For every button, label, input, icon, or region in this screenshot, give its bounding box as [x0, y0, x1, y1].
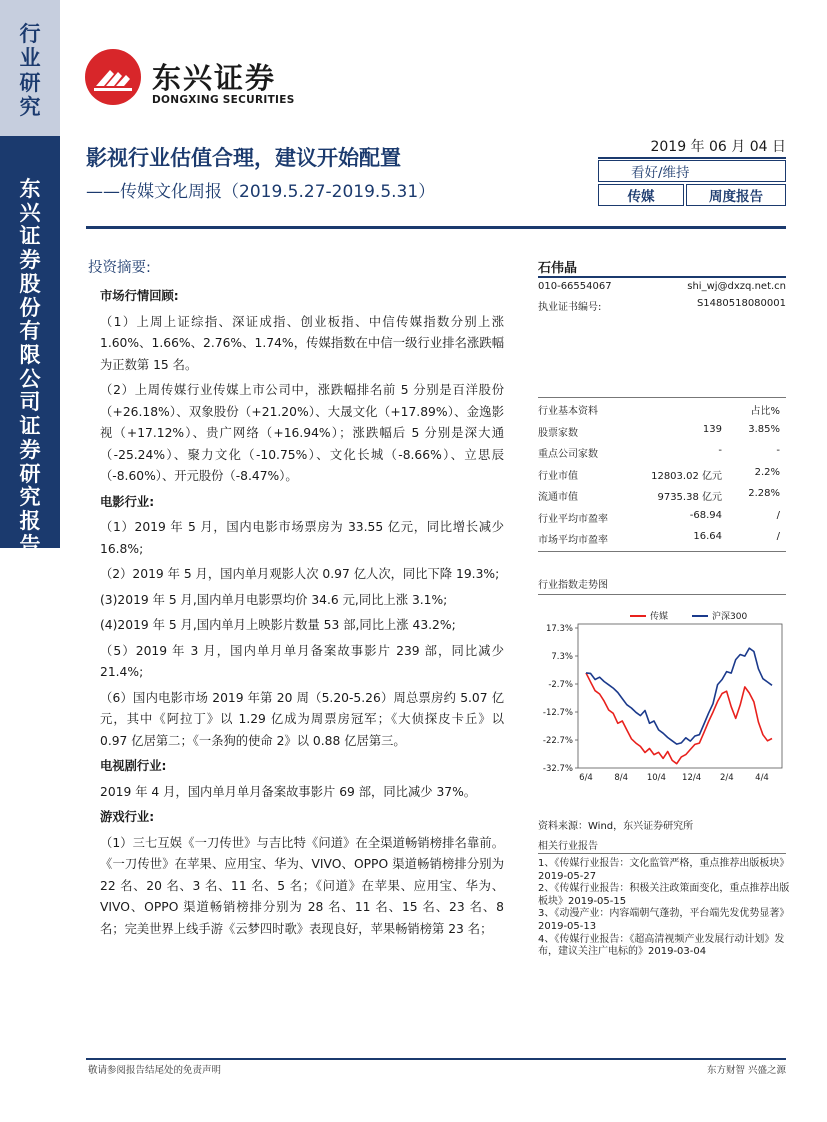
section-heading: 游戏行业:: [100, 810, 155, 824]
vertical-char: 报: [19, 509, 41, 534]
section-paragraph: 2019 年 4 月，国内单月单月备案故事影片 69 部，同比减少 37%。: [100, 784, 477, 799]
cert-label: 执业证书编号:: [538, 302, 602, 313]
section-paragraph: (3)2019 年 5 月,国内单月电影票均价 34.6 元,同比上涨 3.1%;: [100, 592, 448, 607]
analyst-divider: [538, 276, 786, 278]
y-tick-label: -12.7%: [542, 708, 573, 718]
analyst-name: 石伟晶: [538, 261, 578, 276]
basic-table-bottom-rule: [538, 551, 786, 552]
table-cell: 3.85%: [748, 423, 780, 435]
company-name-en: DONGXING SECURITIES: [152, 94, 295, 106]
vertical-char: 证: [19, 224, 41, 249]
vertical-char: 业: [19, 46, 41, 71]
vertical-char: 告: [19, 532, 41, 557]
related-reports-list: [538, 858, 790, 959]
related-report-item[interactable]: 3、《动漫产业：内容端朝气蓬勃，平台端先发优势显著》2019-05-13: [538, 908, 790, 932]
x-tick-label: 6/4: [579, 773, 593, 783]
table-cell: 占比%: [750, 406, 780, 417]
section-paragraph: （2）上周传媒行业传媒上市公司中，涨跌幅排名前 5 分别是百洋股份（+26.18%）、双象股份（+21.20%）、大晟文化（+17.89%）、金逸影视（+17.12%）、贵广网络（+16.94%）；涨跌幅后 5 分别是深大通（-25.24%）、聚力文化（-10.75%）、文化长城（-8.66%）、立思辰（-8.60%）、开元股份（-8.47%）。: [100, 383, 504, 483]
table-cell: 流通市值: [538, 492, 578, 503]
table-row: [538, 421, 786, 442]
footer-disclaimer: 敬请参阅报告结尾处的免责声明: [88, 1065, 222, 1076]
header-divider: [86, 226, 786, 229]
basic-table-top-rule: [538, 397, 786, 398]
table-cell: 行业市值: [538, 470, 578, 482]
vertical-char: 券: [19, 437, 41, 462]
table-cell: 9735.38 亿元: [657, 492, 722, 503]
table-cell: -: [776, 445, 780, 456]
table-header: [538, 399, 786, 420]
summary-body: [100, 282, 504, 944]
vertical-char: 行: [19, 22, 41, 46]
table-row: [538, 464, 786, 485]
chart-source: 资料来源：Wind，东兴证券研究所: [538, 821, 694, 832]
section-paragraph: （6）国内电影市场 2019 年第 20 周（5.20-5.26）周总票房约 5.07 亿元，其中《阿拉丁》以 1.29 亿成为周票房冠军；《大侦探皮卡丘》以 0.97 亿居第二；《一条狗的使命 2》以 0.88 亿居第三。: [100, 690, 504, 748]
section-paragraph: （5）2019 年 3 月，国内单月单月备案故事影片 239 部，同比减少 21.4%;: [100, 643, 504, 679]
vertical-char: 有: [19, 319, 41, 344]
table-cell: 139: [702, 423, 722, 435]
table-cell: /: [776, 531, 780, 542]
table-cell: 行业平均市盈率: [538, 513, 608, 525]
related-reports-title: 相关行业报告: [538, 841, 598, 852]
table-cell: 16.64: [693, 531, 722, 542]
analyst-email[interactable]: shi_wj@dxzq.net.cn: [687, 281, 786, 292]
section-paragraph: (4)2019 年 5 月,国内单月上映影片数量 53 部,同比上涨 43.2%;: [100, 618, 456, 632]
y-tick-label: -2.7%: [548, 680, 573, 690]
section-paragraph: （1）2019 年 5 月，国内电影市场票房为 33.55 亿元，同比增长减少 16.8%;: [100, 520, 504, 556]
vertical-char: 证: [19, 414, 41, 439]
vertical-char: 公: [19, 366, 41, 391]
table-cell: 股票家数: [538, 427, 578, 439]
vertical-char: 司: [19, 390, 41, 415]
analyst-phone: 010-66554067: [538, 281, 612, 292]
sidebar-category-panel: [0, 0, 60, 136]
category-label: [0, 22, 60, 119]
table-cell: -68.94: [689, 509, 722, 521]
series-line-csi300: [586, 648, 772, 744]
table-cell: 行业基本资料: [538, 406, 598, 417]
table-row: [538, 485, 786, 506]
section-paragraph: （1）上周上证综指、深证成指、创业板指、中信传媒指数分别上涨 1.60%、1.66%、2.76%、1.74%，传媒指数在中信一级行业排名涨跌幅为正数第 15 名。: [100, 314, 504, 372]
y-tick-label: 17.3%: [545, 624, 573, 634]
vertical-char: 股: [19, 271, 41, 296]
table-cell: 2.2%: [754, 466, 780, 478]
vertical-char: 兴: [19, 200, 41, 225]
table-cell: 2.28%: [748, 488, 780, 499]
firm-report-label: [0, 178, 60, 558]
vertical-char: 限: [19, 343, 41, 368]
x-tick-label: 10/4: [646, 773, 666, 783]
vertical-char: 研: [19, 70, 41, 95]
related-report-item[interactable]: 4、《传媒行业报告：《超高清视频产业发展行动计划》发布，建议关注广电标的》2019-03-04: [538, 933, 785, 958]
table-cell: 重点公司家数: [538, 449, 598, 460]
footer-slogan: 东方财智 兴盛之源: [706, 1065, 786, 1076]
y-tick-label: 7.3%: [551, 652, 573, 662]
report-title: 影视行业估值合理，建议开始配置: [86, 146, 401, 170]
section-heading: 电视剧行业:: [100, 759, 167, 773]
legend-label: 传媒: [650, 612, 669, 622]
table-cell: /: [776, 509, 780, 521]
related-divider: [538, 853, 786, 854]
table-cell: -: [718, 445, 722, 456]
series-line-media: [586, 673, 772, 764]
report-type-badge: 周度报告: [686, 184, 786, 206]
table-cell: 市场平均市盈率: [538, 535, 608, 546]
cert-number: S1480518080001: [696, 298, 786, 309]
y-tick-label: -22.7%: [542, 736, 573, 746]
chart-title: 行业指数走势图: [538, 580, 608, 591]
x-tick-label: 2/4: [719, 773, 734, 783]
vertical-char: 研: [19, 461, 41, 486]
date-divider: [598, 157, 786, 159]
company-logo-icon: [84, 48, 142, 106]
vertical-char: 份: [19, 295, 41, 320]
vertical-char: 究: [19, 485, 41, 510]
table-row: [538, 507, 786, 528]
x-tick-label: 4/4: [755, 773, 769, 783]
section-paragraph: （2）2019 年 5 月，国内单月观影人次 0.97 亿人次，同比下降 19.3%;: [100, 567, 500, 581]
x-tick-label: 8/4: [614, 773, 629, 783]
section-heading: 市场行情回顾:: [100, 289, 179, 303]
related-report-item[interactable]: 1、《传媒行业报告：文化监管严格，重点推荐出版板块》2019-05-27: [538, 858, 790, 882]
section-heading: 电影行业:: [100, 494, 155, 509]
sidebar-firm-panel: [0, 136, 60, 557]
summary-heading: 投资摘要:: [88, 260, 151, 276]
legend-label: 沪深300: [712, 612, 748, 622]
related-report-item[interactable]: 2、《传媒行业报告：积极关注政策面变化，重点推荐出版板块》2019-05-15: [538, 883, 790, 907]
report-date: 2019 年 06 月 04 日: [650, 139, 786, 155]
table-cell: 12803.02 亿元: [651, 470, 722, 482]
company-name: 东兴证券: [152, 61, 277, 95]
footer-divider: [86, 1058, 786, 1060]
report-subtitle: ——传媒文化周报（2019.5.27-2019.5.31）: [86, 182, 436, 202]
chart-top-rule: [538, 594, 786, 595]
industry-badge: 传媒: [598, 184, 684, 206]
section-paragraph: （1）三七互娱《一刀传世》与吉比特《问道》在全渠道畅销榜排名靠前。《一刀传世》在苹果、应用宝、华为、VIVO、OPPO 渠道畅销榜排分别为 22 名、20 名、3 名、11 名、5 名；《问道》在苹果、应用宝、华为、VIVO、OPPO 渠道畅销榜排分别为 28 名、11 名、15 名、23 名、8 名；完美世界上线手游《云梦四时歌》表现良好，苹果畅销榜第 23 名；: [100, 835, 504, 936]
table-row: [538, 442, 786, 463]
x-tick-label: 12/4: [682, 773, 702, 783]
vertical-char: 究: [19, 95, 41, 120]
vertical-char: 券: [19, 248, 41, 273]
rating-badge: 看好/维持: [598, 160, 786, 182]
table-row: [538, 528, 786, 549]
index-trend-chart: [530, 598, 790, 796]
y-tick-label: -32.7%: [542, 764, 573, 774]
vertical-char: 东: [19, 177, 41, 201]
